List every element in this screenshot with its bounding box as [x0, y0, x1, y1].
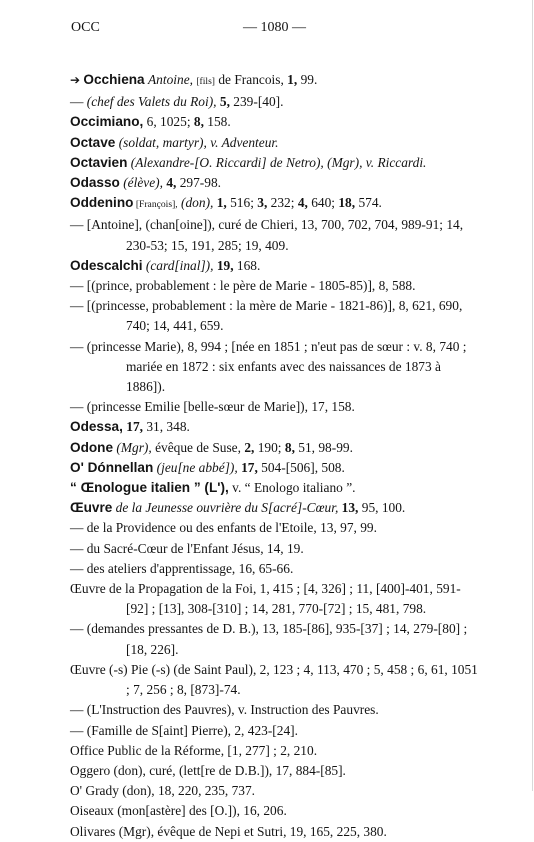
index-subentry: — (princesse Emilie [belle-sœur de Marie]), 17, 158.	[70, 399, 355, 415]
index-entry: Oggero (don), curé, (lett[re de D.B.]), 17, 884-[85].	[70, 762, 346, 778]
index-entry: “ Œnologue italien ” (L'), v. “ Enologo italiano ”.	[70, 480, 356, 496]
index-entry: Œuvre de la Propagation de la Foi, 1, 415 ; [4, 326] ; 11, [400]-401, 591-[92] ; [13], 308-[310] ; 14, 281, 770-[72] ; 15, 481, 798.	[70, 581, 461, 617]
index-entry: Occimiano, 6, 1025; 8, 158.	[70, 114, 231, 130]
cross-reference-arrow-icon: ➔	[70, 73, 81, 87]
index-entries	[70, 70, 480, 842]
index-entry: O' Dónnellan (jeu[ne abbé]), 17, 504-[506], 508.	[70, 459, 345, 475]
index-entry: Odessa, 17, 31, 348.	[70, 419, 190, 435]
index-entry: Odone (Mgr), évêque de Suse, 2, 190; 8, 51, 98-99.	[70, 439, 353, 455]
index-entry: Œuvre (-s) Pie (-s) (de Saint Paul), 2, 123 ; 4, 113, 470 ; 5, 458 ; 6, 61, 1051 ; 7, 256 ; 8, [873]-74.	[70, 661, 478, 698]
index-subentry: — des ateliers d'apprentissage, 16, 65-66.	[70, 560, 294, 576]
running-header	[0, 20, 534, 40]
index-subentry: — [Antoine], (chan[oine]), curé de Chieri, 13, 700, 702, 704, 989-91; 14, 230-53; 15, 191, 285; 19, 409.	[70, 217, 464, 253]
index-subentry: — (L'Instruction des Pauvres), v. Instruction des Pauvres.	[70, 702, 379, 718]
index-subentry: — [(prince, probablement : le père de Marie - 1805-85)], 8, 588.	[70, 278, 416, 294]
index-entry: Octavien (Alexandre-[O. Riccardi] de Netro), (Mgr), v. Riccardi.	[70, 154, 427, 170]
index-entry: Octave (soldat, martyr), v. Adventeur.	[70, 134, 279, 150]
page-number: — 1080 —	[243, 20, 306, 35]
index-subentry: — (chef des Valets du Roi), 5, 239-[40].	[70, 94, 284, 110]
index-subentry: — de la Providence ou des enfants de l'Etoile, 13, 97, 99.	[70, 520, 377, 536]
index-entry: O' Grady (don), 18, 220, 235, 737.	[70, 783, 256, 799]
index-subentry: — (Famille de S[aint] Pierre), 2, 423-[24].	[70, 722, 298, 738]
index-subentry: — du Sacré-Cœur de l'Enfant Jésus, 14, 19.	[70, 540, 304, 556]
index-entry: Oddenino [François], (don), 1, 516; 3, 232; 4, 640; 18, 574.	[70, 195, 382, 211]
header-letters: OCC	[71, 20, 100, 35]
index-subentry: — (demandes pressantes de D. B.), 13, 185-[86], 935-[37] ; 14, 279-[80] ; [18, 226].	[70, 621, 468, 657]
index-subentry: — (princesse Marie), 8, 994 ; [née en 1851 ; n'eut pas de sœur : v. 8, 740 ; mariée en 1872 : six enfants avec des naissances de 1873 à 1886]).	[70, 338, 467, 395]
index-entry: Oiseaux (mon[astère] des [O.]), 16, 206.	[70, 803, 287, 819]
index-entry: Office Public de la Réforme, [1, 277] ; 2, 210.	[70, 742, 318, 758]
index-subentry: — [(princesse, probablement : la mère de Marie - 1821-86)], 8, 621, 690, 740; 14, 441, 659.	[70, 298, 463, 334]
index-entry: Odescalchi (card[inal]), 19, 168.	[70, 257, 261, 273]
index-entry: Olivares (Mgr), évêque de Nepi et Sutri, 19, 165, 225, 380.	[70, 823, 387, 839]
index-entry: ➔ Occhiena Antoine, [fils] de Francois, 1, 99.	[70, 72, 318, 87]
index-entry: Odasso (élève), 4, 297-98.	[70, 175, 222, 191]
index-entry: Œuvre de la Jeunesse ouvrière du S[acré]-Cœur, 13, 95, 100.	[70, 500, 406, 516]
page-edge-divider	[532, 0, 533, 791]
